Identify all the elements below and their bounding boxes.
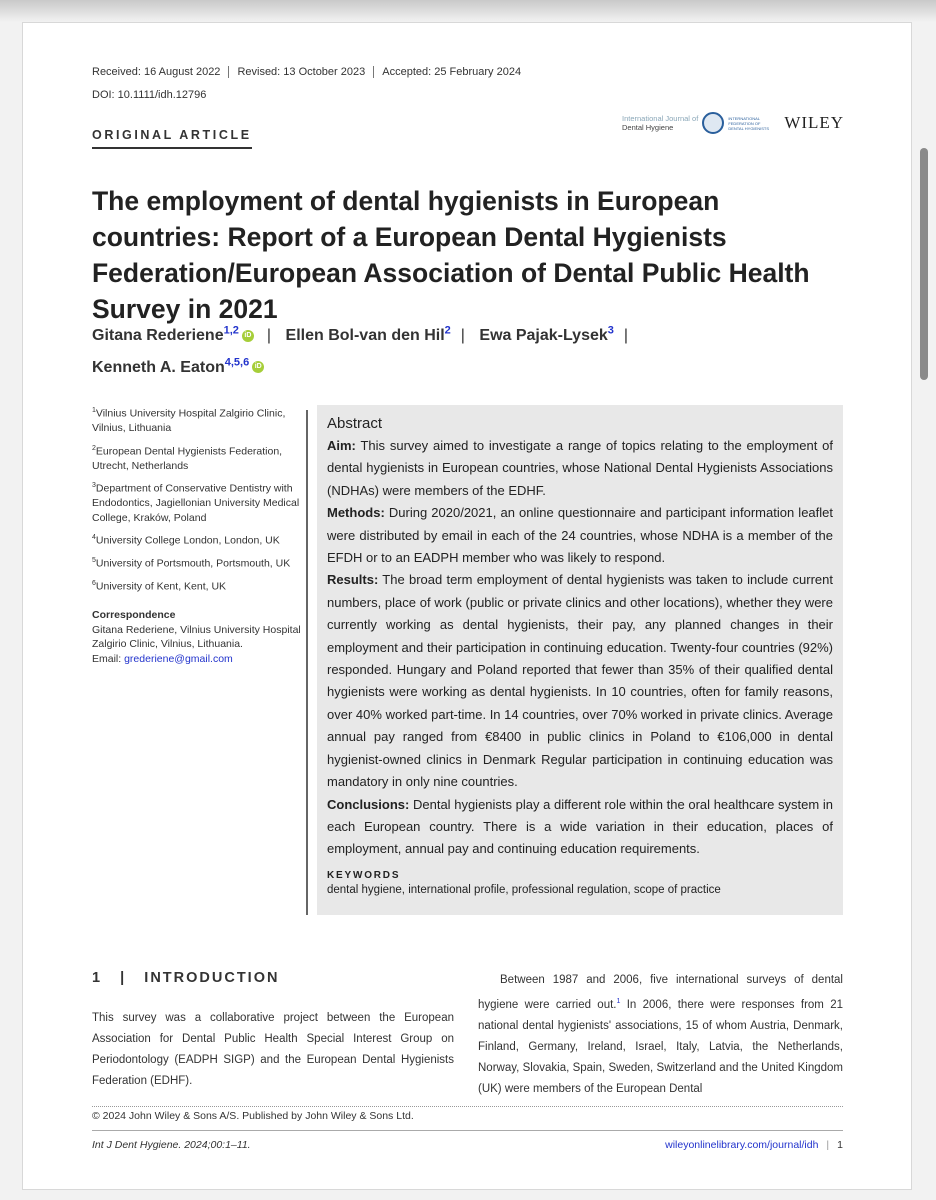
correspondence: Correspondence Gitana Rederiene, Vilnius University Hospital Zalgirio Clinic, Vilnius, Lithuania. Email: grederiene@gmail.com — [92, 609, 301, 665]
divider — [92, 1106, 843, 1107]
affiliation: $^4$University College London, London, UK — [92, 534, 280, 547]
orcid-icon[interactable]: iD — [252, 361, 264, 373]
abstract-results: Results: The broad term employment of dental hygienists was taken to include current numbers, place of work (public or private clinics and other locations), whether they were currently working as dental hygienists, their pay, any planned changes in their employment and their participation in continuing education. Twenty-four countries (92%) responded. Hungary and Poland reported that fewer than 35% of their qualified dental hygienists were working as dental hygienists. In 10 countries, often for family reasons, over 40% worked part-time. In 14 countries, over 70% worked in private clinics. Average annual pay ranged from €8400 in public clinics in Poland to €106,000 in dental hygienist-owned clinics in Denmark Regular participation in continuing education was mandatory in only nine countries. — [327, 572, 833, 790]
keywords-label: KEYWORDS — [327, 869, 401, 881]
accepted-date: Accepted: 25 February 2024 — [382, 66, 522, 78]
author[interactable]: Ewa Pajak-Lysek$^3$ — [479, 325, 614, 345]
orcid-icon[interactable]: iD — [242, 330, 254, 342]
divider — [92, 1130, 843, 1131]
ifdh-text: INTERNATIONAL FEDERATION OF DENTAL HYGIENISTS — [728, 115, 769, 131]
section-heading: 1 | INTRODUCTION — [92, 970, 280, 986]
author[interactable]: Kenneth A. Eaton$^{4,5,6}$ — [92, 356, 250, 376]
affiliation: $^2$European Dental Hygienists Federation, Utrecht, Netherlands — [92, 444, 283, 472]
ifdh-globe-icon — [702, 112, 724, 134]
affiliation: $^3$Department of Conservative Dentistry with Endodontics, Jagiellonian University Medical College, Kraków, Poland — [92, 482, 300, 524]
affiliations — [92, 404, 302, 666]
email-link[interactable]: grederiene@gmail.com — [124, 652, 233, 665]
revised-date: Revised: 13 October 2023 — [229, 66, 374, 78]
author[interactable]: Ellen Bol-van den Hil$^2$ — [285, 325, 451, 345]
keywords: dental hygiene, international profile, professional regulation, scope of practice — [327, 883, 721, 896]
article-dates — [92, 66, 529, 78]
abstract-methods: Methods: During 2020/2021, an online questionnaire and participant information leaflet were distributed by email in each of the 24 countries, whose NDHA is a member of the EFDH or to an EADPH member who was likely to respond. — [327, 505, 833, 566]
received-date: Received: 16 August 2022 — [92, 66, 229, 78]
journal-logo — [622, 112, 844, 134]
scrollbar-thumb[interactable] — [920, 148, 928, 380]
affiliation: $^6$University of Kent, Kent, UK — [92, 580, 227, 593]
author-list: Gitana Rederiene$^{1,2}$ iD | Ellen Bol-van den Hil$^2$ | Ewa Pajak-Lysek$^3$ | Kenneth A. Eaton$^{4,5,6}$ iD — [92, 325, 629, 376]
citation: Int J Dent Hygiene. 2024;00:1–11. — [92, 1139, 251, 1151]
abstract-box — [317, 405, 843, 915]
abstract-aim: Aim: This survey aimed to investigate a range of topics relating to the employment of dental hygienists in European countries, whose National Dental Hygienists Associations (NDHAs) were members of the EDHF. — [327, 438, 833, 498]
window-top-shade — [0, 0, 936, 22]
abstract-heading: Abstract — [327, 415, 383, 432]
page-footer: Int J Dent Hygiene. 2024;00:1–11. wileyonlinelibrary.com/journal/idh | 1 — [92, 1139, 843, 1151]
copyright: © 2024 John Wiley & Sons A/S. Published by John Wiley & Sons Ltd. — [92, 1110, 414, 1122]
journal-name: International Journal of Dental Hygiene — [622, 114, 699, 132]
reference-link[interactable]: 1 — [616, 998, 621, 1005]
intro-right-column: Between 1987 and 2006, five international surveys of dental hygiene were carried out.$^1$ In 2006, there were responses from 21 national dental hygienists' associations, 15 of whom Austria, Denmark, Finland, Germany, Ireland, Israel, Italy, Latvia, the Netherlands, Norway, Slovakia, Spain, Sweden, Switzerland and the United Kingdom (UK) were members of the European Dental — [478, 974, 843, 1095]
author[interactable]: Gitana Rederiene$^{1,2}$ — [92, 325, 239, 345]
affiliation: $^1$Vilnius University Hospital Zalgirio Clinic, Vilnius, Lithuania — [92, 407, 286, 434]
article-title: The employment of dental hygienists in European countries: Report of a European Dental Hygienists Federation/European Association of Dental Public Health Survey in 2021 — [92, 186, 810, 324]
section-label: ORIGINAL ARTICLE — [92, 128, 252, 149]
wiley-logo: WILEY — [784, 113, 845, 132]
divider — [306, 410, 308, 915]
page-number: 1 — [837, 1139, 843, 1151]
affiliation: $^5$University of Portsmouth, Portsmouth, UK — [92, 557, 291, 570]
doi: DOI: 10.1111/idh.12796 — [92, 89, 207, 101]
abstract-conclusions: Conclusions: Dental hygienists play a different role within the oral healthcare system in each European country. There is a wide variation in their education, places of employment, annual pay and continuing education requirements. — [327, 796, 833, 857]
intro-left-column: This survey was a collaborative project between the European Association for Dental Public Health Special Interest Group on Periodontology (EADPH SIGP) and the European Dental Hygienists Federation (EDHF). — [92, 1012, 454, 1087]
journal-url[interactable]: wileyonlinelibrary.com/journal/idh — [665, 1139, 819, 1151]
